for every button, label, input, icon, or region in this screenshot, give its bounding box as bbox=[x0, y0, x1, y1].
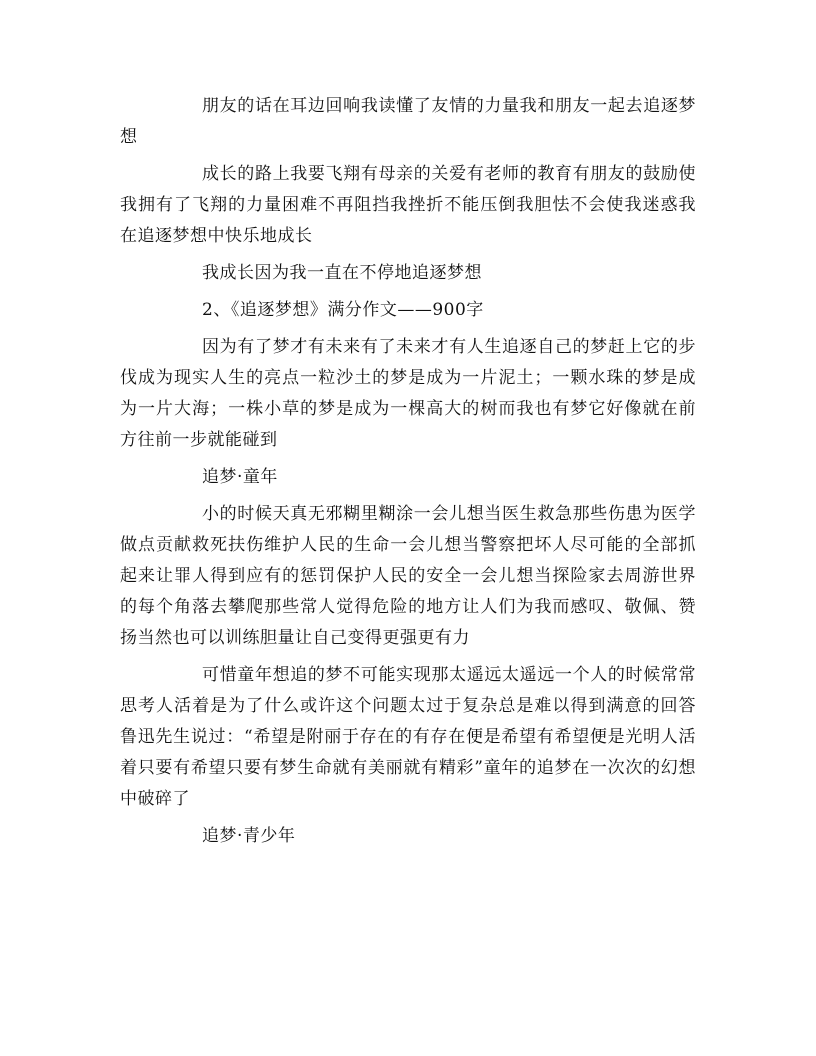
paragraph-friendship: 朋友的话在耳边回响我读懂了友情的力量我和朋友一起去追逐梦想 bbox=[120, 96, 696, 147]
paragraph-intro: 因为有了梦才有未来有了未来才有人生追逐自己的梦赶上它的步伐成为现实人生的亮点一粒沙土的梦是成为一片泥土；一颗水珠的梦是成为一片大海；一株小草的梦是成为一棵高大的树而我也有梦它好像就在前方往前一步就能碰到 bbox=[120, 337, 696, 450]
paragraph-childhood-dreams: 小的时候天真无邪糊里糊涂一会儿想当医生救急那些伤患为医学做点贡献救死扶伤维护人民的生命一会儿想当警察把坏人尽可能的全部抓起来让罪人得到应有的惩罚保护人民的安全一会儿想当探险家去周游世界的每个角落去攀爬那些常人觉得危险的地方让人们为我而感叹、敬佩、赞扬当然也可以训练胆量让自己变得更强更有力 bbox=[120, 504, 696, 648]
paragraph-growth: 成长的路上我要飞翔有母亲的关爱有老师的教育有朋友的鼓励使我拥有了飞翔的力量困难不再阻挡我挫折不能压倒我胆怯不会使我迷惑我在追逐梦想中快乐地成长 bbox=[120, 164, 696, 246]
section-heading-childhood: 追梦·童年 bbox=[202, 467, 278, 487]
section-heading-youth: 追梦·青少年 bbox=[202, 826, 296, 846]
essay-title: 2、《追逐梦想》满分作文——900字 bbox=[202, 300, 484, 320]
paragraph-conclusion: 我成长因为我一直在不停地追逐梦想 bbox=[202, 263, 482, 283]
document-body bbox=[120, 91, 696, 852]
paragraph-childhood-reflection: 可惜童年想追的梦不可能实现那太遥远太遥远一个人的时候常常思考人活着是为了什么或许这个问题太过于复杂总是难以得到满意的回答鲁迅先生说过：“希望是附丽于存在的有存在便是希望有希望便是光明人活着只要有希望只要有梦生命就有美丽就有精彩”童年的追梦在一次次的幻想中破碎了 bbox=[120, 665, 696, 809]
